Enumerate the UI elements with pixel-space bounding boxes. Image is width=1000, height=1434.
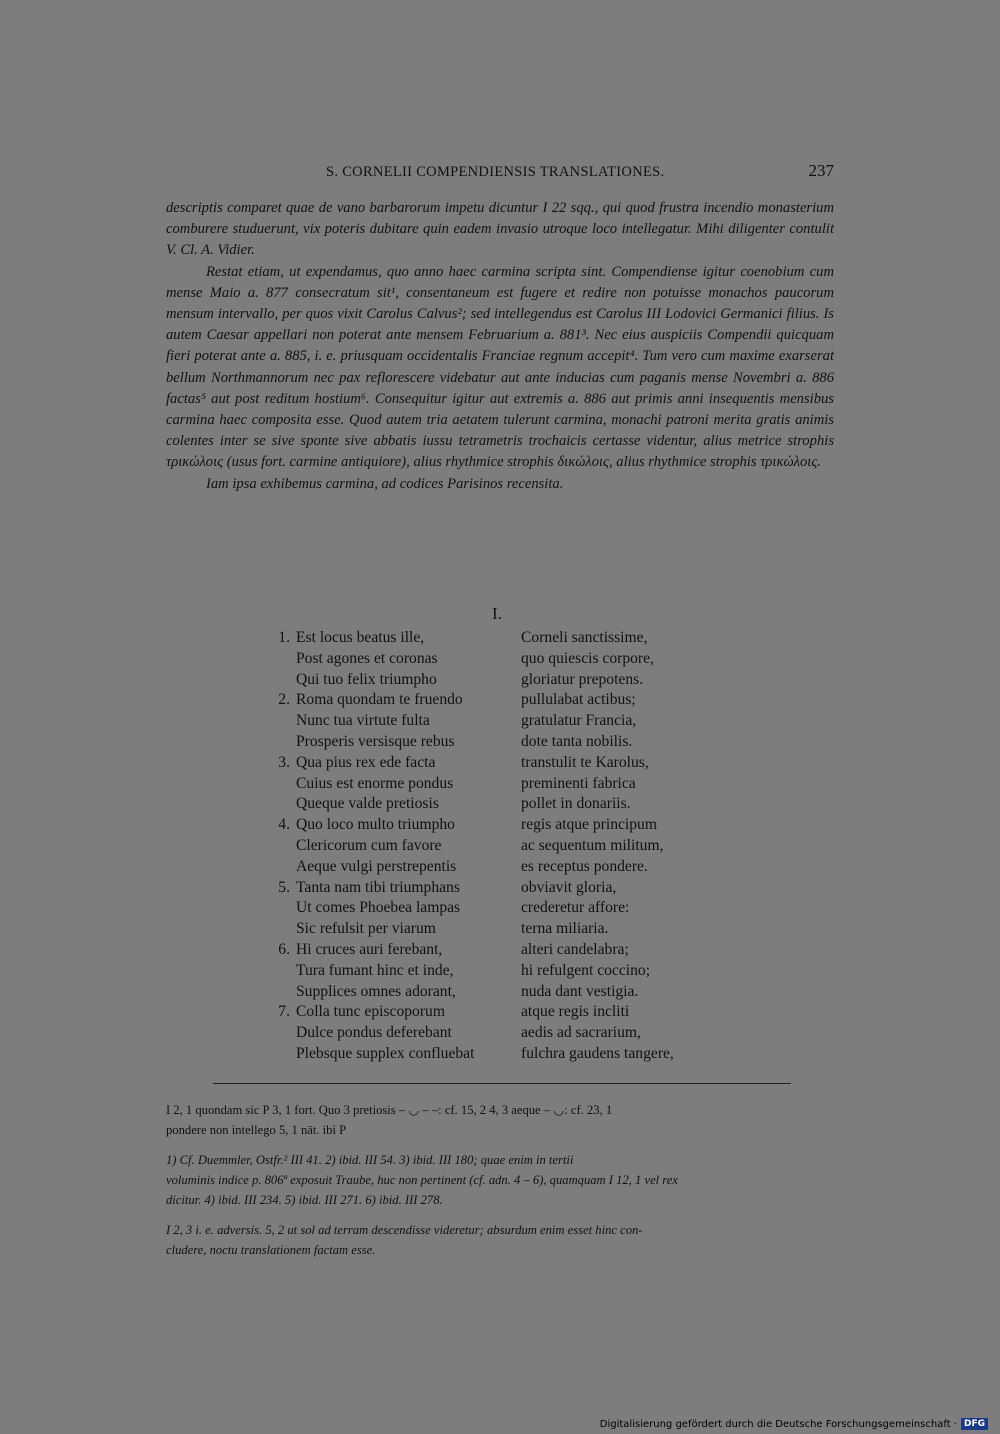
verse-second-half: nuda dant vestigia. bbox=[521, 982, 639, 1000]
verse-first-half: Hi cruces auri ferebant, bbox=[296, 940, 443, 958]
verse-line bbox=[270, 857, 750, 878]
verse-number bbox=[270, 982, 296, 1003]
note-line: pondere non intellego 5, 1 nāt. ibi P bbox=[166, 1123, 347, 1137]
verse-number: 2. bbox=[278, 691, 290, 709]
verse-first-half: Prosperis versisque rebus bbox=[296, 732, 455, 750]
verse-second-half: pollet in donariis. bbox=[521, 795, 631, 813]
verse-first-half: Quo loco multo triumpho bbox=[296, 816, 455, 834]
verse-number: 5. bbox=[278, 878, 290, 896]
footnotes bbox=[166, 1150, 834, 1210]
verse-number bbox=[270, 961, 296, 982]
note-line: voluminis indice p. 806ª exposuit Traube, huc non pertinent (cf. adn. 4 – 6), quamquam I 12, 1 vel rex bbox=[166, 1173, 678, 1187]
paragraph: descriptis comparet quae de vano barbarorum impetu dicuntur I 22 sqq., qui quod frustra incendio monasterium comburere studuerunt, vix poteris dubitare quin eadem invasio utroque loco intellegatur. Mihi diligenter contulit V. Cl. A. Vidier. bbox=[166, 200, 834, 259]
verse-number bbox=[270, 919, 296, 940]
page-header bbox=[166, 160, 834, 186]
verse-second-half: dote tanta nobilis. bbox=[521, 732, 633, 750]
verse-first-half: Clericorum cum favore bbox=[296, 836, 442, 854]
verse-number: 7. bbox=[278, 1003, 290, 1021]
verse-number bbox=[270, 711, 296, 732]
verse-line bbox=[270, 670, 750, 691]
poem-number: I. bbox=[492, 604, 502, 623]
note-line: dicitur. 4) ibid. III 234. 5) ibid. III 271. 6) ibid. III 278. bbox=[166, 1193, 443, 1207]
funding-text: Digitalisierung gefördert durch die Deutsche Forschungsgemeinschaft · bbox=[599, 1418, 957, 1430]
verse-number: 1. bbox=[278, 629, 290, 646]
verse-number bbox=[270, 1023, 296, 1044]
verse-number bbox=[270, 794, 296, 815]
verse-first-half: Post agones et coronas bbox=[296, 649, 438, 667]
verse-first-half: Queque valde pretiosis bbox=[296, 795, 439, 813]
running-title: S. CORNELII COMPENDIENSIS TRANSLATIONES. bbox=[326, 164, 665, 180]
verse-number: 3. bbox=[278, 753, 290, 771]
verse-first-half: Sic refulsit per viarum bbox=[296, 920, 436, 938]
verse-line bbox=[270, 815, 750, 836]
verse-first-half: Tura fumant hinc et inde, bbox=[296, 961, 454, 979]
verse-number: 6. bbox=[278, 940, 290, 958]
verse-first-half: Qui tuo felix triumpho bbox=[296, 670, 437, 688]
verse-second-half: Corneli sanctissime, bbox=[521, 629, 648, 646]
verse-second-half: es receptus pondere. bbox=[521, 857, 648, 875]
verse-first-half: Qua pius rex ede facta bbox=[296, 753, 436, 771]
verse-number: 4. bbox=[278, 816, 290, 834]
verse-line bbox=[270, 732, 750, 753]
verse-first-half: Dulce pondus deferebant bbox=[296, 1024, 452, 1042]
funding-footer bbox=[600, 1418, 988, 1430]
verse-second-half: gloriatur prepotens. bbox=[521, 670, 644, 688]
verse-number bbox=[270, 649, 296, 670]
verse-line bbox=[270, 690, 750, 711]
verse-first-half: Supplices omnes adorant, bbox=[296, 982, 456, 1000]
verse-line bbox=[270, 1044, 750, 1065]
verse-line bbox=[270, 711, 750, 732]
note-line: I 2, 3 i. e. adversis. 5, 2 ut sol ad terram descendisse videretur; absurdum enim esset hinc con- bbox=[166, 1223, 643, 1237]
verse-line bbox=[270, 836, 750, 857]
verse-number bbox=[270, 774, 296, 795]
verse-number bbox=[270, 898, 296, 919]
verse-second-half: regis atque principum bbox=[521, 816, 657, 834]
verse-line bbox=[270, 628, 750, 649]
verse-second-half: alteri candelabra; bbox=[521, 940, 629, 958]
verse-number bbox=[270, 857, 296, 878]
verse-number bbox=[270, 732, 296, 753]
verse-line bbox=[270, 919, 750, 940]
verse-number bbox=[270, 836, 296, 857]
verse-line bbox=[270, 940, 750, 961]
verse-number bbox=[270, 670, 296, 691]
apparatus-criticus bbox=[166, 1100, 834, 1140]
verse-first-half: Ut comes Phoebea lampas bbox=[296, 899, 461, 917]
verse-second-half: terna miliaria. bbox=[521, 920, 609, 938]
verse-second-half: hi refulgent coccino; bbox=[521, 961, 651, 979]
page-number: 237 bbox=[808, 161, 834, 180]
note-line: I 2, 1 quondam sic P 3, 1 fort. Quo 3 pretiosis – ◡ – –: cf. 15, 2 4, 3 aeque – ◡: cf. 23, 1 bbox=[166, 1103, 613, 1117]
verse-first-half: Roma quondam te fruendo bbox=[296, 691, 463, 709]
verse-line bbox=[270, 774, 750, 795]
verse-line bbox=[270, 982, 750, 1003]
verse-number bbox=[270, 1044, 296, 1065]
verse-second-half: transtulit te Karolus, bbox=[521, 753, 649, 771]
verse-first-half: Cuius est enorme pondus bbox=[296, 774, 454, 792]
verse-second-half: atque regis incliti bbox=[521, 1003, 630, 1021]
note-line: 1) Cf. Duemmler, Ostfr.² III 41. 2) ibid. III 54. 3) ibid. III 180; quae enim in tertii bbox=[166, 1153, 574, 1167]
verse-first-half: Colla tunc episcoporum bbox=[296, 1003, 445, 1021]
verse-line bbox=[270, 898, 750, 919]
verse-second-half: pullulabat actibus; bbox=[521, 691, 636, 709]
verse-second-half: crederetur affore: bbox=[521, 899, 630, 917]
verse-first-half: Est locus beatus ille, bbox=[296, 629, 425, 646]
verse-first-half: Tanta nam tibi triumphans bbox=[296, 878, 460, 896]
footnote-rule bbox=[213, 1083, 791, 1084]
verse-line bbox=[270, 794, 750, 815]
verse-second-half: ac sequentum militum, bbox=[521, 836, 664, 854]
verse-first-half: Nunc tua virtute fulta bbox=[296, 712, 430, 730]
verse-second-half: gratulatur Francia, bbox=[521, 712, 637, 730]
verse-first-half: Plebsque supplex confluebat bbox=[296, 1044, 475, 1062]
verse-line bbox=[270, 649, 750, 670]
verse-first-half: Aeque vulgi perstrepentis bbox=[296, 857, 457, 875]
commentary bbox=[166, 1220, 834, 1260]
verse-line bbox=[270, 878, 750, 899]
verse-line bbox=[270, 753, 750, 774]
poem bbox=[270, 628, 750, 1065]
verse-second-half: quo quiescis corpore, bbox=[521, 649, 654, 667]
verse-second-half: preminenti fabrica bbox=[521, 774, 636, 792]
verse-line bbox=[270, 1023, 750, 1044]
verse-line bbox=[270, 961, 750, 982]
note-line: cludere, noctu translationem factam esse. bbox=[166, 1243, 376, 1257]
paragraph: Iam ipsa exhibemus carmina, ad codices Parisinos recensita. bbox=[206, 475, 564, 492]
dfg-logo: DFG bbox=[961, 1418, 988, 1430]
prose-section bbox=[166, 198, 834, 495]
notes-section bbox=[166, 1100, 834, 1270]
paragraph: Restat etiam, ut expendamus, quo anno haec carmina scripta sint. Compendiense igitur coenobium cum mense Maio a. 877 consecratum sit¹, consentaneum est fugere et redire non potuisse monachos paucorum mensum intervallo, per quos vixit Carolus Calvus²; sed intellegendus est Carolus III Lodovici Germanici filius. Is autem Caesar appellari non poterat ante mensem Februarium a. 881³. Nec eius auspiciis Compendii quicquam fieri poterat ante a. 885, i. e. priusquam occidentalis Franciae regnum accepit⁴. Tum vero cum maxime exarserat bellum Northmannorum nec pax reflorescere videbatur aut ante inducias cum paganis mense Novembri a. 886 factas⁵ aut post reditum hostium⁶. Consequitur igitur aut extremis a. 886 aut primis anni insequentis mensibus carmina haec composita esse. Quod autem tria aetatem tulerunt carmina, monachi patroni merita gratis animis colentes inter se sive sponte sive abbatis iussu tetrametris trochaicis certasse videntur, alius metrice strophis τρικώλοις (usus fort. carmine antiquiore), alius rhythmice strophis δικώλοις, alius rhythmice strophis τρικώλοις. bbox=[166, 263, 834, 471]
verse-second-half: fulchra gaudens tangere, bbox=[521, 1044, 674, 1062]
verse-second-half: obviavit gloria, bbox=[521, 878, 617, 896]
verse-line bbox=[270, 1002, 750, 1023]
verse-second-half: aedis ad sacrarium, bbox=[521, 1024, 641, 1042]
